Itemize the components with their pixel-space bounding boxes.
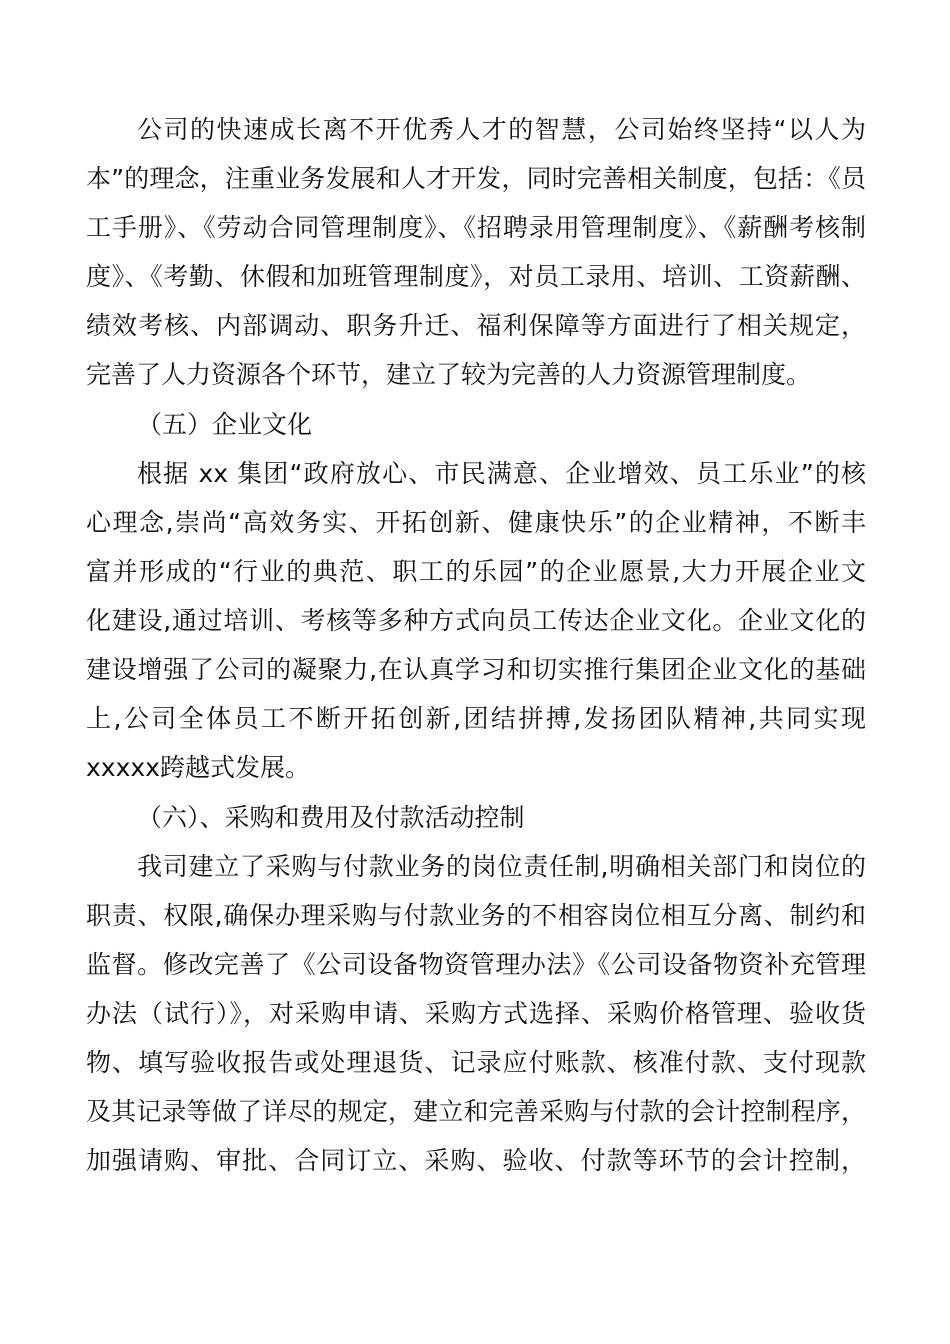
text-line: 职责、权限,确保办理采购与付款业务的不相容岗位相互分离、制约和 bbox=[86, 901, 866, 930]
text-line: 根据 xx 集团“政府放心、市民满意、企业增效、员工乐业”的核 bbox=[137, 459, 866, 488]
text-line: 物、填写验收报告或处理退货、记录应付账款、核准付款、支付现款 bbox=[86, 1048, 866, 1077]
text-line: 及其记录等做了详尽的规定，建立和完善采购与付款的会计控制程序， bbox=[86, 1097, 866, 1126]
text-line: 绩效考核、内部调动、职务升迁、福利保障等方面进行了相关规定， bbox=[86, 311, 866, 340]
text-line: 化建设,通过培训、考核等多种方式向员工传达企业文化。企业文化的 bbox=[86, 606, 866, 635]
text-line: 建设增强了公司的凝聚力,在认真学习和切实推行集团企业文化的基础 bbox=[86, 655, 866, 684]
text-line: 心理念,崇尚“高效务实、开拓创新、健康快乐”的企业精神，不断丰 bbox=[86, 508, 866, 537]
text-line: 上,公司全体员工不断开拓创新,团结拼搏,发扬团队精神,共同实现 bbox=[86, 704, 866, 733]
section-heading: （六）、采购和费用及付款活动控制 bbox=[137, 803, 525, 832]
text-line: 监督。修改完善了《公司设备物资管理办法》《公司设备物资补充管理 bbox=[86, 950, 866, 979]
text-line: 富并形成的“行业的典范、职工的乐园”的企业愿景,大力开展企业文 bbox=[86, 557, 866, 586]
text-line: 加强请购、审批、合同订立、采购、验收、付款等环节的会计控制， bbox=[86, 1146, 866, 1175]
text-line: 工手册》、《劳动合同管理制度》、《招聘录用管理制度》、《薪酬考核制 bbox=[86, 213, 866, 242]
text-line: 度》、《考勤、休假和加班管理制度》，对员工录用、培训、工资薪酬、 bbox=[86, 262, 866, 291]
text-line: xxxxx跨越式发展。 bbox=[86, 753, 310, 782]
text-line: 本”的理念，注重业务发展和人才开发，同时完善相关制度，包括：《员 bbox=[86, 164, 866, 193]
text-line: 我司建立了采购与付款业务的岗位责任制,明确相关部门和岗位的 bbox=[137, 852, 866, 881]
text-line: 公司的快速成长离不开优秀人才的智慧，公司始终坚持“以人为 bbox=[137, 115, 866, 144]
text-line: 办法（试行）》，对采购申请、采购方式选择、采购价格管理、验收货 bbox=[86, 999, 866, 1028]
text-line: 完善了人力资源各个环节，建立了较为完善的人力资源管理制度。 bbox=[86, 360, 812, 389]
section-heading: （五）企业文化 bbox=[137, 410, 313, 439]
